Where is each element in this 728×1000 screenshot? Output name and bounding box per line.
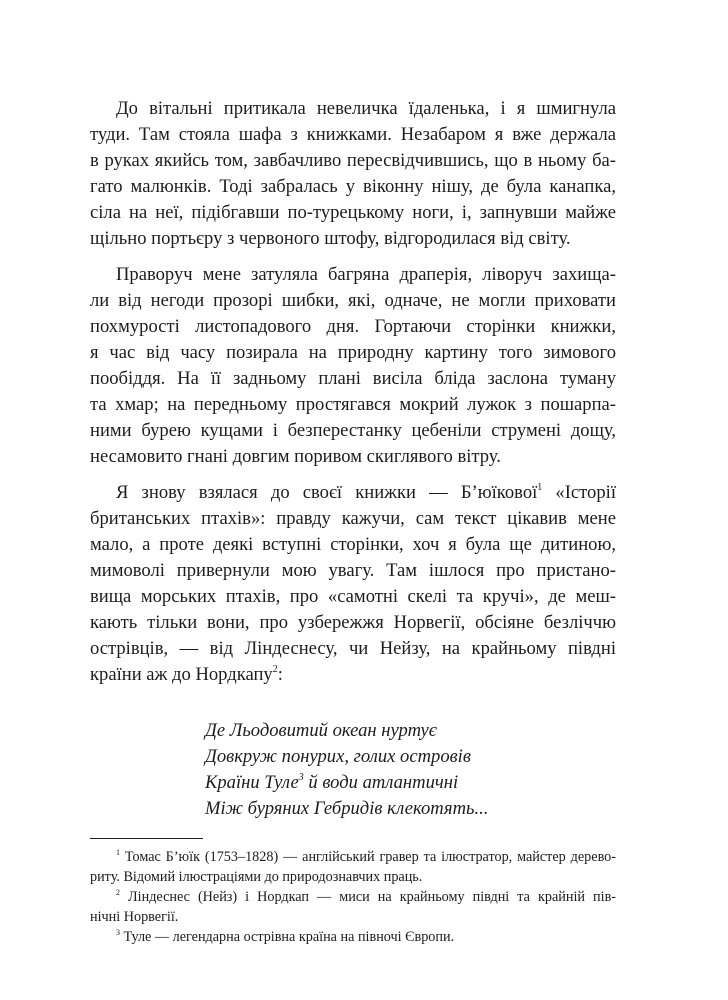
text-span: країни аж до Нордкапу	[90, 664, 273, 685]
footnote-divider	[90, 838, 203, 839]
footnote-mark: 2	[116, 888, 120, 897]
text-line: несамовито гнані довгим поривом скиглявого вітру.	[90, 446, 501, 467]
text-line: щільно портьєру з червоного штофу, відгородилася від світу.	[90, 228, 571, 249]
text-span: Я знову взялася до своєї книжки — Б’юїкової	[116, 482, 538, 503]
text-line: похмурості листопадового дня. Гортаючи сторінки книжки,	[90, 316, 616, 337]
text-line: я час від часу позирала на природну картину того зимового	[90, 342, 616, 363]
footnote-text: Томас Б’юїк (1753–1828) — англійський гравер та ілюстратор, майстер дерево-	[120, 849, 616, 865]
footnote-ref-3[interactable]: 3	[298, 772, 304, 783]
text-line: Праворуч мене затуляла багряна драперія, ліворуч захища-	[116, 264, 616, 285]
text-line: ли від негоди прозорі шибки, які, одначе, не могли приховати	[90, 290, 616, 311]
text-line: туди. Там стояла шафа з книжками. Незабаром я вже держала	[90, 124, 616, 145]
text-line: мало, а проте деякі вступні сторінки, хоч я була ще дитиною,	[90, 534, 616, 555]
text-span: Країни Туле	[205, 772, 299, 793]
verse-line	[205, 772, 458, 794]
text-span: :	[277, 664, 283, 685]
footnote-2	[116, 888, 616, 906]
footnote-text: Ліндеснес (Нейз) і Нордкап — миси на крайньому півдні та крайній пів-	[120, 889, 616, 905]
verse-line: Де Льодовитий океан нуртує	[205, 720, 437, 741]
verse-line: Довкруж понурих, голих островів	[205, 746, 471, 767]
footnote-1	[116, 848, 616, 866]
text-line: в руках якийсь том, завбачливо пересвідчившись, що в ньому ба-	[90, 150, 616, 171]
text-line: кають тільки вони, про узбережжя Норвегії, обсіяне безліччю	[90, 612, 616, 633]
footnote-3	[116, 928, 616, 946]
text-span: «Історії	[542, 482, 616, 503]
footnote-1-cont: риту. Відомий ілюстраціями до природознавчих праць.	[90, 869, 423, 885]
text-line	[116, 482, 616, 504]
text-line: острівців, — від Ліндеснесу, чи Нейзу, на крайньому півдні	[90, 638, 616, 659]
footnote-mark: 3	[116, 928, 120, 937]
text-span: й води атлантичні	[303, 772, 459, 793]
footnote-text: Туле — легендарна острівна країна на півночі Європи.	[120, 929, 455, 945]
text-line: До вітальні притикала невеличка їдаленька, і я шмигнула	[116, 98, 616, 119]
text-line: гато малюнків. Тоді забралась у віконну нішу, де була канапка,	[90, 176, 616, 197]
text-line: мимоволі привернули мою увагу. Там ішлося про пристано-	[90, 560, 616, 581]
footnote-ref-1[interactable]: 1	[537, 482, 543, 493]
text-line: сіла на неї, підібгавши по-турецькому ноги, і, запнувши майже	[90, 202, 616, 223]
text-line: та хмар; на передньому простягався мокрий лужок з пошарпа-	[90, 394, 616, 415]
text-line	[90, 664, 616, 686]
footnote-2-cont: нічні Норвегії.	[90, 909, 179, 925]
text-line: ними бурею кущами і безперестанку цебеніли струмені дощу,	[90, 420, 616, 441]
text-line: вища морських птахів, про «самотні скелі та кручі», де меш-	[90, 586, 616, 607]
text-line: британських птахів»: правду кажучи, сам текст цікавив мене	[90, 508, 616, 529]
footnote-ref-2[interactable]: 2	[272, 664, 278, 675]
footnote-mark: 1	[116, 848, 120, 857]
text-line: пообіддя. На її задньому плані висіла бліда заслона туману	[90, 368, 616, 389]
verse-line: Між буряних Гебридів клекотять...	[205, 798, 489, 819]
